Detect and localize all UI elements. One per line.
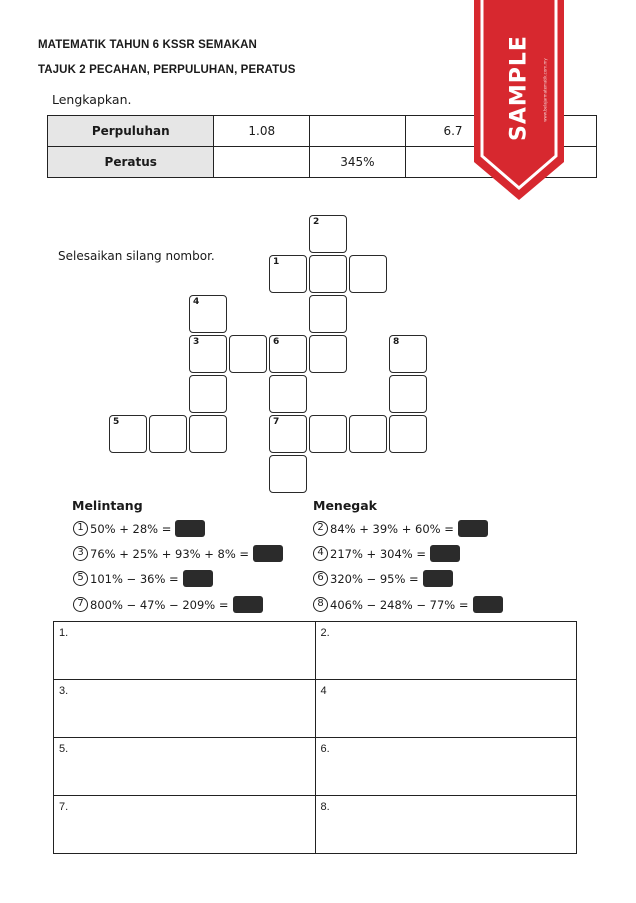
section2-instruction: Selesaikan silang nombor.: [58, 249, 215, 263]
down-title: Menegak: [313, 498, 377, 513]
crossword-cell[interactable]: [389, 375, 427, 413]
answer-box: [423, 570, 453, 587]
cell-number: 4: [193, 297, 200, 307]
working-row: [54, 738, 577, 796]
working-cell[interactable]: 4: [315, 680, 577, 738]
clue-text: 101% − 36% =: [90, 571, 179, 586]
crossword-cell[interactable]: [269, 455, 307, 493]
cell-number: 3: [193, 337, 200, 347]
crossword-cell[interactable]: [309, 415, 347, 453]
sample-watermark-subtext: www.belajarmatematik.com.my: [542, 58, 548, 122]
crossword-cell[interactable]: [269, 255, 307, 293]
across-clue: [73, 596, 263, 613]
crossword-cell[interactable]: [189, 295, 227, 333]
across-clue: [73, 520, 205, 537]
crossword-cell[interactable]: [269, 375, 307, 413]
crossword-cell[interactable]: [149, 415, 187, 453]
clue-text: 76% + 25% + 93% + 8% =: [90, 546, 250, 561]
answer-box: [183, 570, 213, 587]
cell-number: 5: [113, 417, 120, 427]
answer-box: [233, 596, 263, 613]
crossword-cell[interactable]: [109, 415, 147, 453]
percent-cell: [214, 147, 310, 178]
cell-number: 7: [273, 417, 280, 427]
clue-number: 2: [313, 521, 328, 536]
clue-text: 406% − 248% − 77% =: [330, 597, 469, 612]
crossword-cell[interactable]: [229, 335, 267, 373]
down-clue: [313, 596, 503, 613]
working-row: [54, 796, 577, 854]
percent-cell: 345%: [310, 147, 406, 178]
crossword-cell[interactable]: [269, 415, 307, 453]
cell-number: 8: [393, 337, 400, 347]
crossword-cell[interactable]: [349, 415, 387, 453]
decimal-cell: [310, 116, 406, 147]
crossword-cell[interactable]: [189, 375, 227, 413]
answer-box: [175, 520, 205, 537]
clue-number: 4: [313, 546, 328, 561]
working-cell[interactable]: 5.: [54, 738, 316, 796]
cell-number: 1: [273, 257, 280, 267]
clue-text: 800% − 47% − 209% =: [90, 597, 229, 612]
clue-number: 7: [73, 597, 88, 612]
working-cell[interactable]: 3.: [54, 680, 316, 738]
decimal-cell: 6.7: [405, 116, 501, 147]
crossword-cell[interactable]: [309, 335, 347, 373]
crossword-cell[interactable]: [189, 335, 227, 373]
crossword-cell[interactable]: [309, 295, 347, 333]
section1-instruction: Lengkapkan.: [52, 92, 132, 107]
working-space-table: [53, 621, 577, 854]
down-clue: [313, 520, 488, 537]
working-row: [54, 622, 577, 680]
crossword-cell[interactable]: [349, 255, 387, 293]
clue-number: 6: [313, 571, 328, 586]
across-clue: [73, 545, 283, 562]
crossword-cell[interactable]: [389, 335, 427, 373]
crossword-cell[interactable]: [269, 335, 307, 373]
answer-box: [458, 520, 488, 537]
cell-number: 2: [313, 217, 320, 227]
crossword-cell[interactable]: [189, 415, 227, 453]
down-clue: [313, 570, 453, 587]
crossword-cell[interactable]: [389, 415, 427, 453]
clue-number: 1: [73, 521, 88, 536]
answer-box: [473, 596, 503, 613]
clue-text: 320% − 95% =: [330, 571, 419, 586]
crossword-cell[interactable]: [309, 255, 347, 293]
percent-label: Peratus: [48, 147, 214, 178]
clue-number: 3: [73, 546, 88, 561]
down-clue: [313, 545, 460, 562]
decimal-label: Perpuluhan: [48, 116, 214, 147]
working-row: [54, 680, 577, 738]
answer-box: [430, 545, 460, 562]
clue-number: 5: [73, 571, 88, 586]
working-cell[interactable]: 2.: [315, 622, 577, 680]
clue-text: 217% + 304% =: [330, 546, 426, 561]
across-title: Melintang: [72, 498, 143, 513]
cell-number: 6: [273, 337, 280, 347]
working-cell[interactable]: 7.: [54, 796, 316, 854]
clue-text: 50% + 28% =: [90, 521, 172, 536]
crossword-cell[interactable]: [309, 215, 347, 253]
across-clue: [73, 570, 213, 587]
answer-box: [253, 545, 283, 562]
decimal-cell: 1.08: [214, 116, 310, 147]
clue-text: 84% + 39% + 60% =: [330, 521, 454, 536]
clue-number: 8: [313, 597, 328, 612]
sample-watermark-text: SAMPLE: [506, 35, 532, 141]
working-cell[interactable]: 8.: [315, 796, 577, 854]
worksheet-title: MATEMATIK TAHUN 6 KSSR SEMAKAN: [38, 39, 257, 51]
working-cell[interactable]: 6.: [315, 738, 577, 796]
worksheet-topic: TAJUK 2 PECAHAN, PERPULUHAN, PERATUS: [38, 64, 296, 76]
working-cell[interactable]: 1.: [54, 622, 316, 680]
